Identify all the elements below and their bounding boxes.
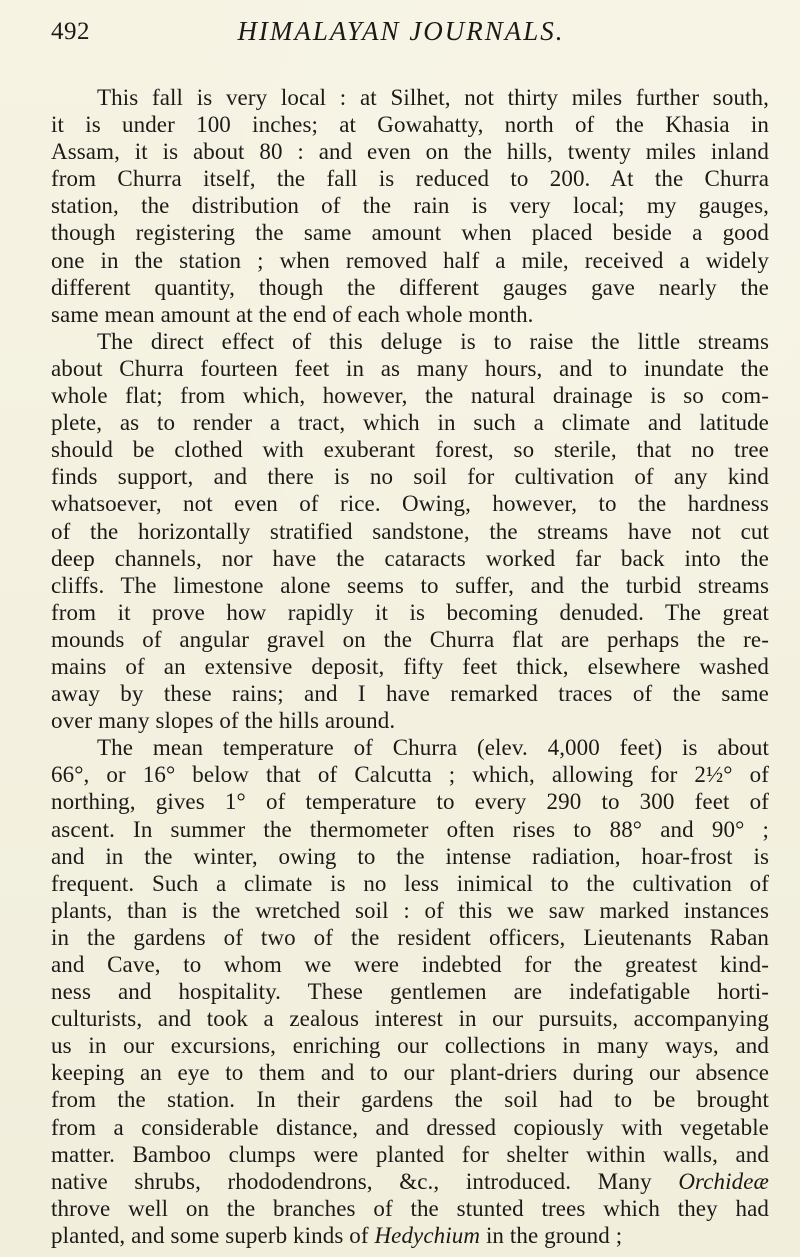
text-line: deep channels, nor have the cataracts worked far back into the [51, 545, 769, 571]
text-line: from the station. In their gardens the soil had to be brought [51, 1087, 769, 1113]
text-fragment: planted, and some superb kinds of [51, 1222, 369, 1248]
text-line: whatsoever, not even of rice. Owing, however, to the hardness [51, 491, 769, 517]
paragraph-1 [51, 84, 769, 328]
text-line: throve well on the branches of the stunted trees which they had [51, 1195, 769, 1221]
text-line: culturists, and took a zealous interest in our pursuits, accompanying [51, 1006, 769, 1032]
text-line: and in the winter, owing to the intense radiation, hoar-frost is [51, 843, 769, 869]
text-line-with-italic [51, 1222, 769, 1249]
text-line: This fall is very local : at Silhet, not thirty miles further south, [97, 85, 769, 110]
page-header [51, 16, 781, 58]
italic-genus-name: Hedychium [374, 1222, 481, 1248]
text-line: keeping an eye to them and to our plant-driers during our absence [51, 1060, 769, 1086]
text-line: away by these rains; and I have remarked traces of the same [51, 681, 769, 707]
text-line: from a considerable distance, and dressed copiously with vegetable [51, 1114, 769, 1140]
text-line: plete, as to render a tract, which in such a climate and latitude [51, 410, 769, 436]
text-line: The mean temperature of Churra (elev. 4,000 feet) is about [97, 735, 769, 761]
text-line: from Churra itself, the fall is reduced to 200. At the Churra [51, 166, 769, 192]
italic-genus-name: Orchideæ [678, 1168, 769, 1194]
text-line: one in the station ; when removed half a mile, received a widely [51, 247, 769, 273]
text-line: station, the distribution of the rain is very local; my gauges, [51, 193, 769, 219]
text-line: matter. Bamboo clumps were planted for shelter within walls, and [51, 1141, 769, 1167]
text-line: whole flat; from which, however, the natural drainage is so com- [51, 383, 769, 409]
text-line-with-italic [51, 1168, 769, 1195]
text-line: different quantity, though the different gauges gave nearly the [51, 274, 769, 300]
paragraph-3 [51, 734, 769, 1249]
text-line: over many slopes of the hills around. [51, 708, 396, 734]
text-line: mounds of angular gravel on the Churra flat are perhaps the re- [51, 626, 769, 652]
text-line: cliffs. The limestone alone seems to suffer, and the turbid streams [51, 572, 769, 598]
text-line: us in our excursions, enriching our collections in many ways, and [51, 1033, 769, 1059]
text-line: northing, gives 1° of temperature to every 290 to 300 feet of [51, 789, 769, 815]
text-line: mains of an extensive deposit, fifty feet thick, elsewhere washed [51, 653, 769, 679]
text-line: finds support, and there is no soil for cultivation of any kind [51, 464, 769, 490]
text-line: The direct effect of this deluge is to raise the little streams [97, 328, 769, 354]
paragraph-2 [51, 328, 769, 734]
text-line: of the horizontally stratified sandstone, the streams have not cut [51, 518, 769, 544]
text-line: frequent. Such a climate is no less inimical to the cultivation of [51, 870, 769, 896]
text-fragment: native shrubs, rhododendrons, &c., introduced. Many [51, 1168, 652, 1194]
text-line: 66°, or 16° below that of Calcutta ; which, allowing for 2½° of [51, 762, 769, 788]
text-line: same mean amount at the end of each whole month. [51, 301, 534, 327]
running-title: HIMALAYAN JOURNALS. [237, 16, 565, 46]
text-fragment: in the ground ; [485, 1222, 623, 1248]
text-line: from it prove how rapidly it is becoming denuded. The great [51, 599, 769, 625]
text-line: ness and hospitality. These gentlemen are indefatigable horti- [51, 979, 769, 1005]
text-line: ascent. In summer the thermometer often rises to 88° and 90° ; [51, 816, 769, 842]
text-line: though registering the same amount when placed beside a good [51, 220, 769, 246]
body-text [51, 84, 769, 1249]
text-line: about Churra fourteen feet in as many hours, and to inundate the [51, 355, 769, 381]
text-line: Assam, it is about 80 : and even on the hills, twenty miles inland [51, 139, 769, 165]
text-line: should be clothed with exuberant forest, so sterile, that no tree [51, 437, 769, 463]
page-number: 492 [51, 18, 90, 45]
text-line: in the gardens of two of the resident officers, Lieutenants Raban [51, 924, 769, 950]
text-line: plants, than is the wretched soil : of this we saw marked instances [51, 897, 769, 923]
text-line: it is under 100 inches; at Gowahatty, north of the Khasia in [51, 112, 769, 138]
text-line: and Cave, to whom we were indebted for the greatest kind- [51, 952, 769, 977]
